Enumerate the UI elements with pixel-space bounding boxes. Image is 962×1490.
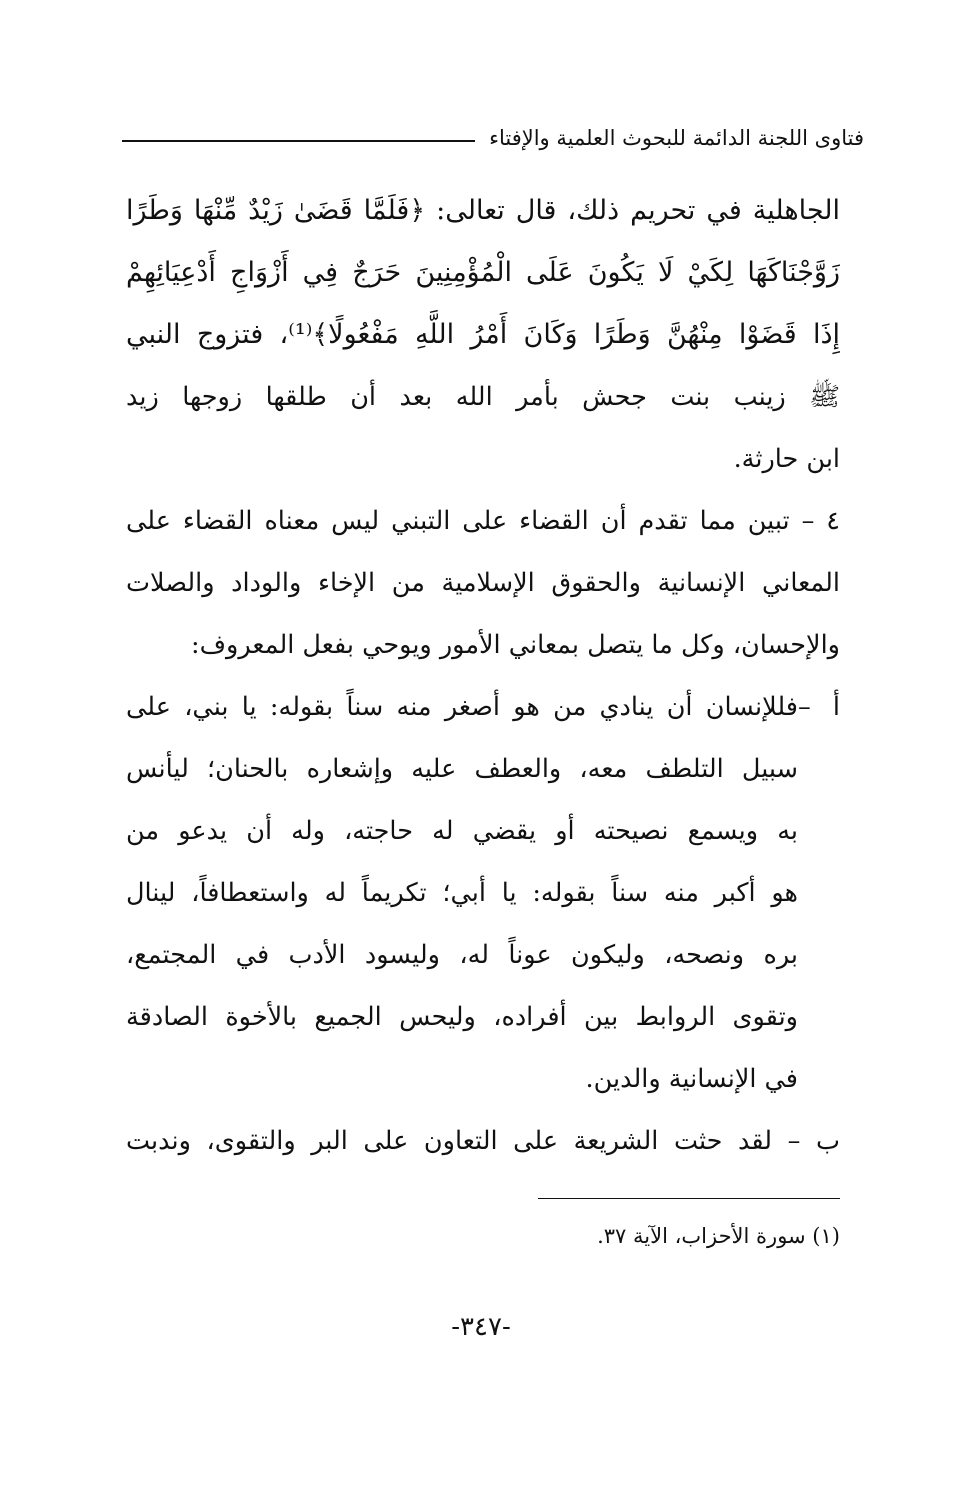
header-rule xyxy=(122,140,475,142)
body-line: المعاني الإنسانية والحقوق الإسلامية من الإخاء والوداد والصلات xyxy=(126,568,840,598)
body-line: إِذَا قَضَوْا مِنْهُنَّ وَطَرًا وَكَانَ أَمْرُ اللَّهِ مَفْعُولًا﴾⁽¹⁾، فتزوج النبي xyxy=(126,319,840,350)
body-line: زَوَّجْنَاكَهَا لِكَيْ لَا يَكُونَ عَلَى الْمُؤْمِنِينَ حَرَجٌ فِي أَزْوَاجِ أَدْعِيَائِهِمْ xyxy=(126,257,840,288)
body-line: بره ونصحه، وليكون عوناً له، وليسود الأدب في المجتمع، xyxy=(126,940,798,970)
body-line: والإحسان، وكل ما يتصل بمعاني الأمور ويوحي بفعل المعروف: xyxy=(191,630,840,660)
running-header xyxy=(122,118,864,158)
footnote-rule xyxy=(538,1198,840,1199)
body-line: به ويسمع نصيحته أو يقضي له حاجته، وله أن يدعو من xyxy=(126,816,798,846)
page-number: -٣٤٧- xyxy=(451,1312,511,1342)
body-line: هو أكبر منه سناً بقوله: يا أبي؛ تكريماً له واستعطافاً، لينال xyxy=(126,878,798,908)
list-item-b-line: ب – لقد حثت الشريعة على التعاون على البر والتقوى، وندبت xyxy=(126,1126,840,1156)
body-line: ٤ – تبين مما تقدم أن القضاء على التبني ليس معناه القضاء على xyxy=(126,506,840,536)
footnote: (١) سورة الأحزاب، الآية ٣٧. xyxy=(597,1224,840,1248)
body-line: ﷺ زينب بنت جحش بأمر الله بعد أن طلقها زوجها زيد xyxy=(126,382,840,412)
body-line: ابن حارثة. xyxy=(733,444,840,474)
body-line: سبيل التلطف معه، والعطف عليه وإشعاره بالحنان؛ ليأنس xyxy=(126,754,798,784)
list-item-a-first-line xyxy=(126,676,840,738)
header-title: فتاوى اللجنة الدائمة للبحوث العلمية والإفتاء xyxy=(489,126,864,150)
body-line: وتقوى الروابط بين أفراده، وليحس الجميع بالأخوة الصادقة xyxy=(126,1002,798,1032)
body-line: في الإنسانية والدين. xyxy=(585,1064,798,1094)
list-item-text: فللإنسان أن ينادي من هو أصغر منه سناً بقوله: يا بني، على xyxy=(126,692,798,722)
body-text xyxy=(126,180,840,1172)
list-item-label: أ – xyxy=(798,692,840,722)
body-line: الجاهلية في تحريم ذلك، قال تعالى: ﴿فَلَمَّا قَضَىٰ زَيْدٌ مِّنْهَا وَطَرًا xyxy=(126,195,840,226)
